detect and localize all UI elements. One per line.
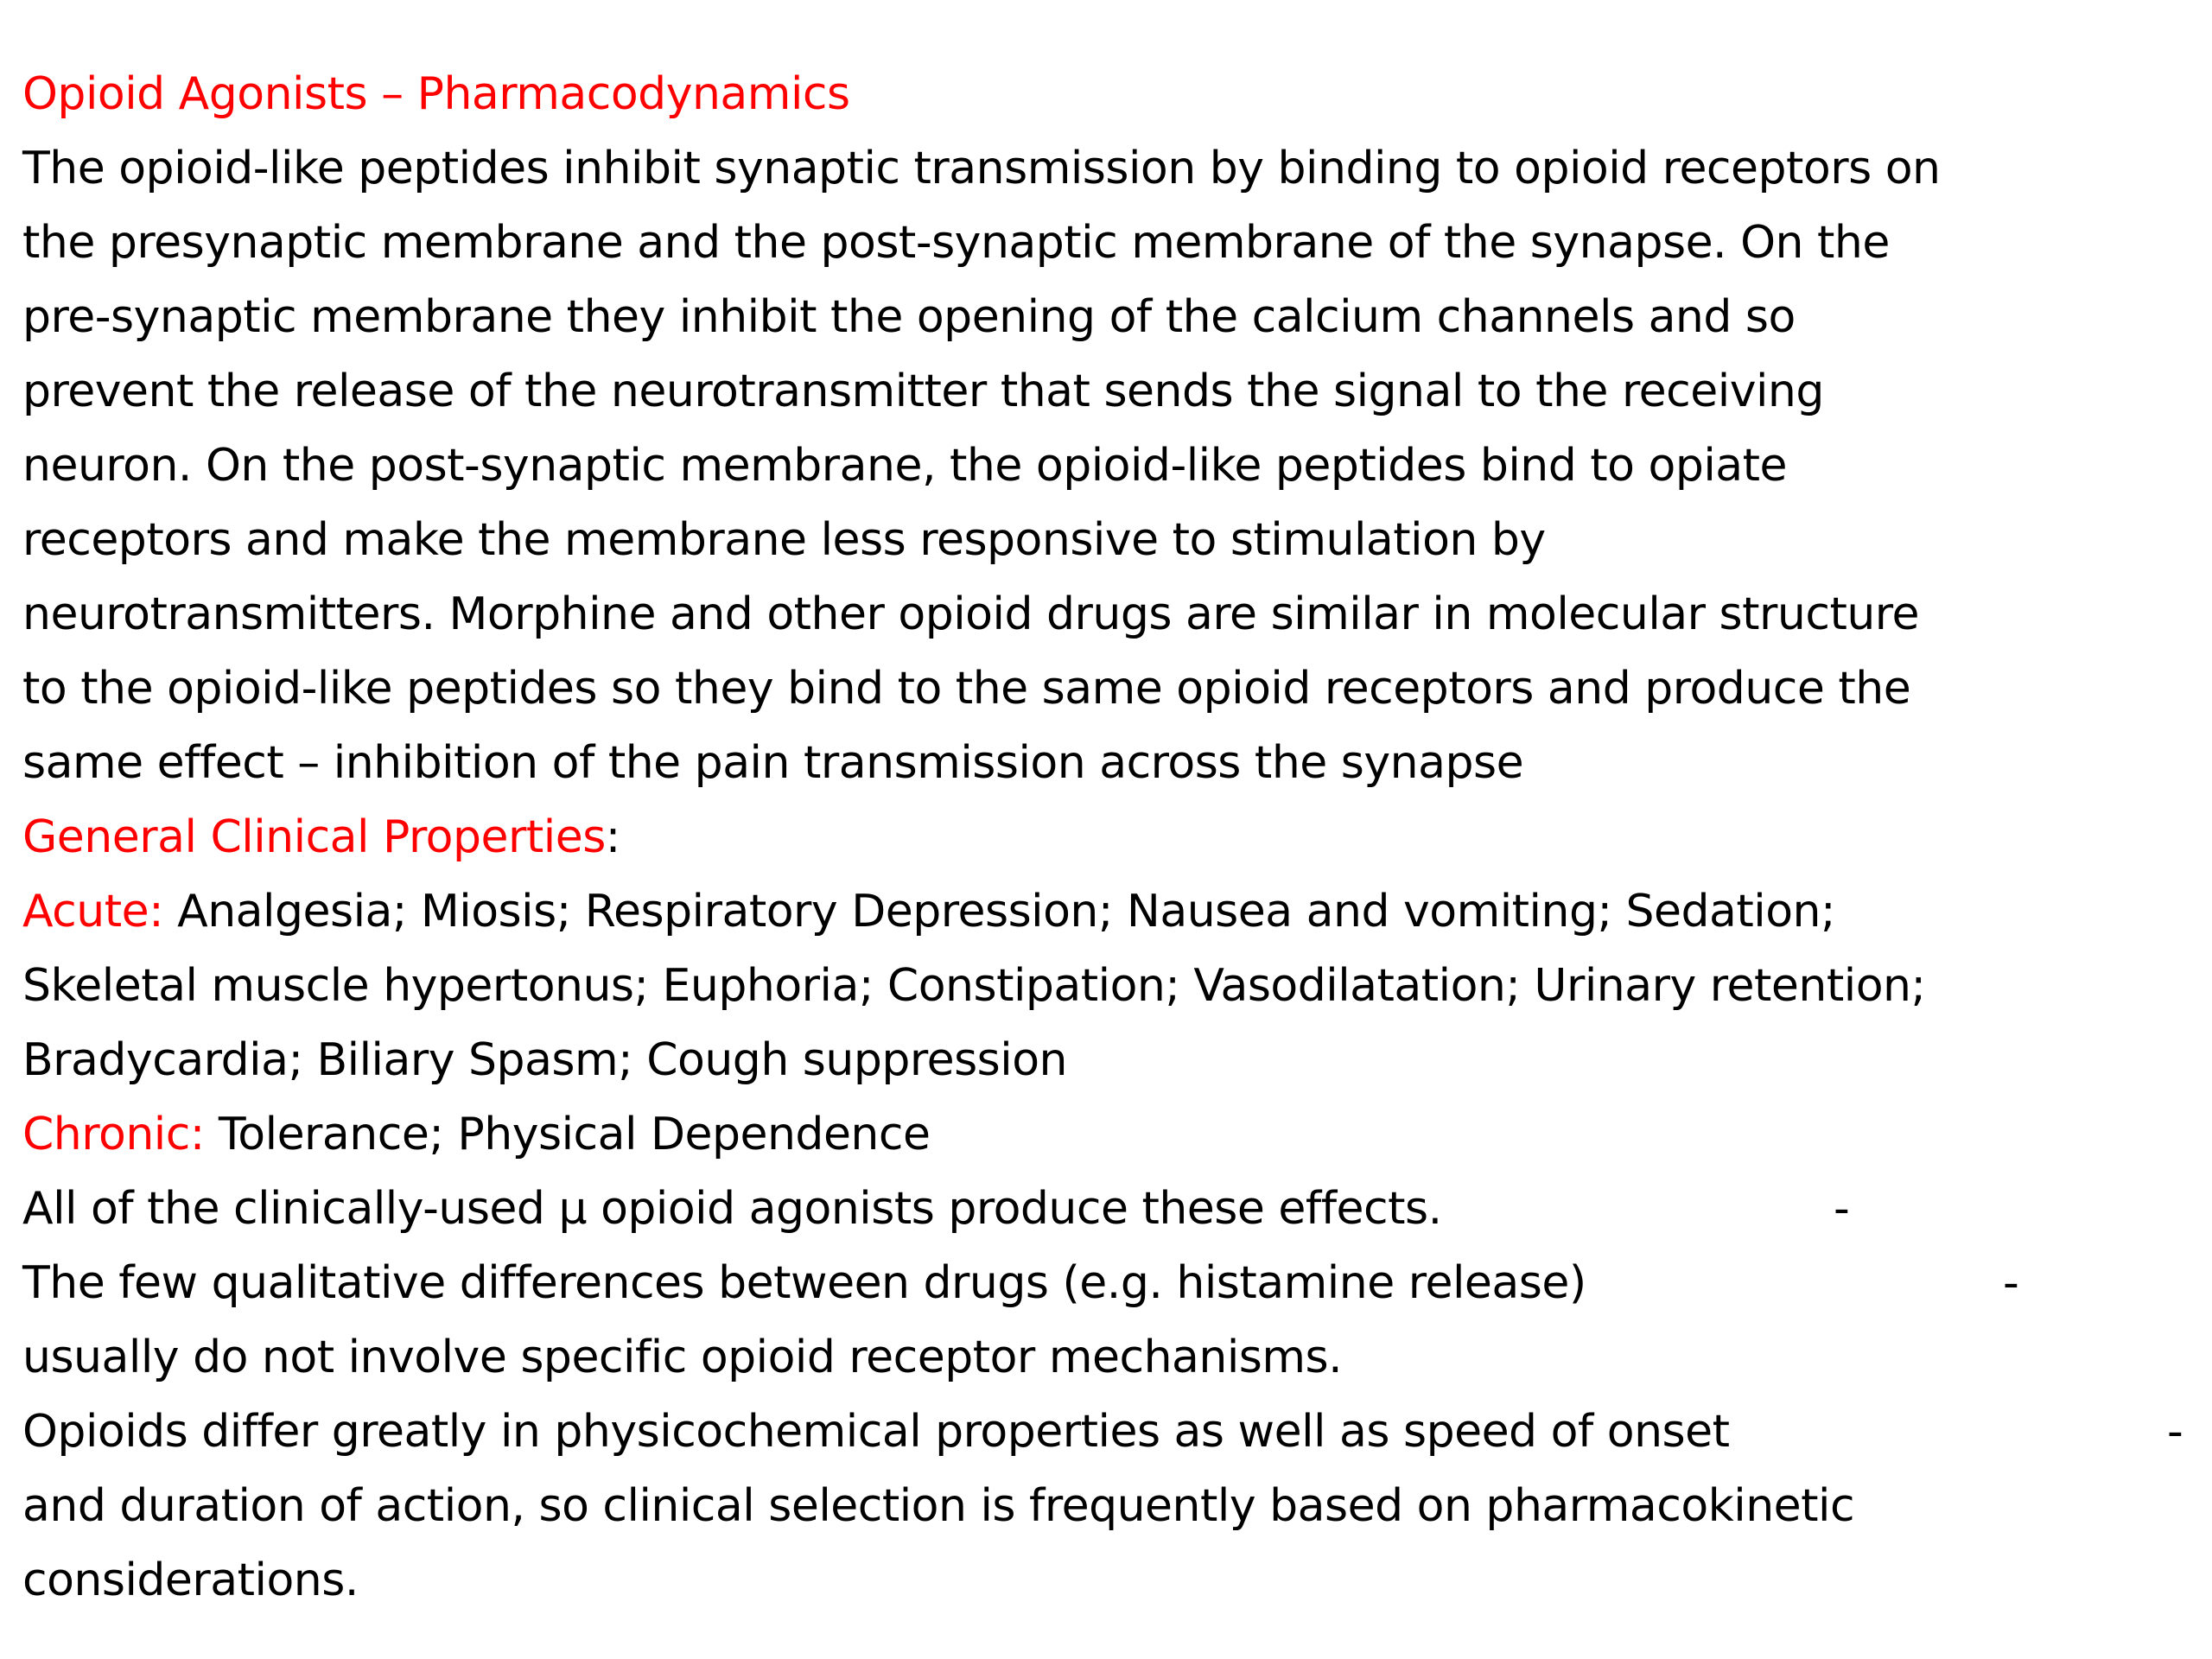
note-line: The few qualitative differences between drugs (e.g. histamine release) xyxy=(22,1257,1586,1309)
chronic-line xyxy=(22,1097,930,1172)
note-line: Opioids differ greatly in physicochemical properties as well as speed of onset xyxy=(22,1406,1730,1458)
slide-title: Opioid Agonists – Pharmacodynamics xyxy=(22,68,850,120)
dash-mark: - xyxy=(1834,1183,1850,1235)
paragraph-line: same effect – inhibition of the pain transmission across the synapse xyxy=(22,737,1524,789)
chronic-label: Chronic: xyxy=(22,1109,205,1160)
acute-line-1 xyxy=(22,874,1835,949)
paragraph-line: prevent the release of the neurotransmitter that sends the signal to the receiving xyxy=(22,365,1824,417)
acute-label: Acute: xyxy=(22,886,164,938)
paragraph-line: the presynaptic membrane and the post-synaptic membrane of the synapse. On the xyxy=(22,217,1890,269)
dash-mark: - xyxy=(2167,1406,2183,1458)
dash-mark: - xyxy=(2003,1257,2019,1309)
paragraph-line: pre-synaptic membrane they inhibit the opening of the calcium channels and so xyxy=(22,291,1796,343)
note-line: usually do not involve specific opioid receptor mechanisms. xyxy=(22,1332,1343,1383)
note-line: considerations. xyxy=(22,1554,359,1606)
note-line: All of the clinically-used μ opioid agonists produce these effects. xyxy=(22,1183,1442,1235)
general-properties-label: General Clinical Properties xyxy=(22,811,606,863)
paragraph-line: The opioid-like peptides inhibit synaptic transmission by binding to opioid receptors on xyxy=(22,143,1941,194)
general-properties-heading xyxy=(22,800,620,874)
acute-line-3: Bradycardia; Biliary Spasm; Cough suppression xyxy=(22,1034,1067,1086)
general-properties-colon: : xyxy=(605,811,620,863)
paragraph-line: receptors and make the membrane less responsive to stimulation by xyxy=(22,514,1546,566)
acute-text: Analgesia; Miosis; Respiratory Depression; Nausea and vomiting; Sedation; xyxy=(163,886,1836,938)
paragraph-line: neurotransmitters. Morphine and other opioid drugs are similar in molecular structure xyxy=(22,588,1920,640)
chronic-text: Tolerance; Physical Dependence xyxy=(204,1109,931,1160)
acute-line-2: Skeletal muscle hypertonus; Euphoria; Constipation; Vasodilatation; Urinary retention; xyxy=(22,960,1926,1012)
note-line: and duration of action, so clinical selection is frequently based on pharmacokinetic xyxy=(22,1480,1855,1532)
paragraph-line: neuron. On the post-synaptic membrane, the opioid-like peptides bind to opiate xyxy=(22,440,1788,492)
paragraph-line: to the opioid-like peptides so they bind to the same opioid receptors and produce the xyxy=(22,663,1911,715)
